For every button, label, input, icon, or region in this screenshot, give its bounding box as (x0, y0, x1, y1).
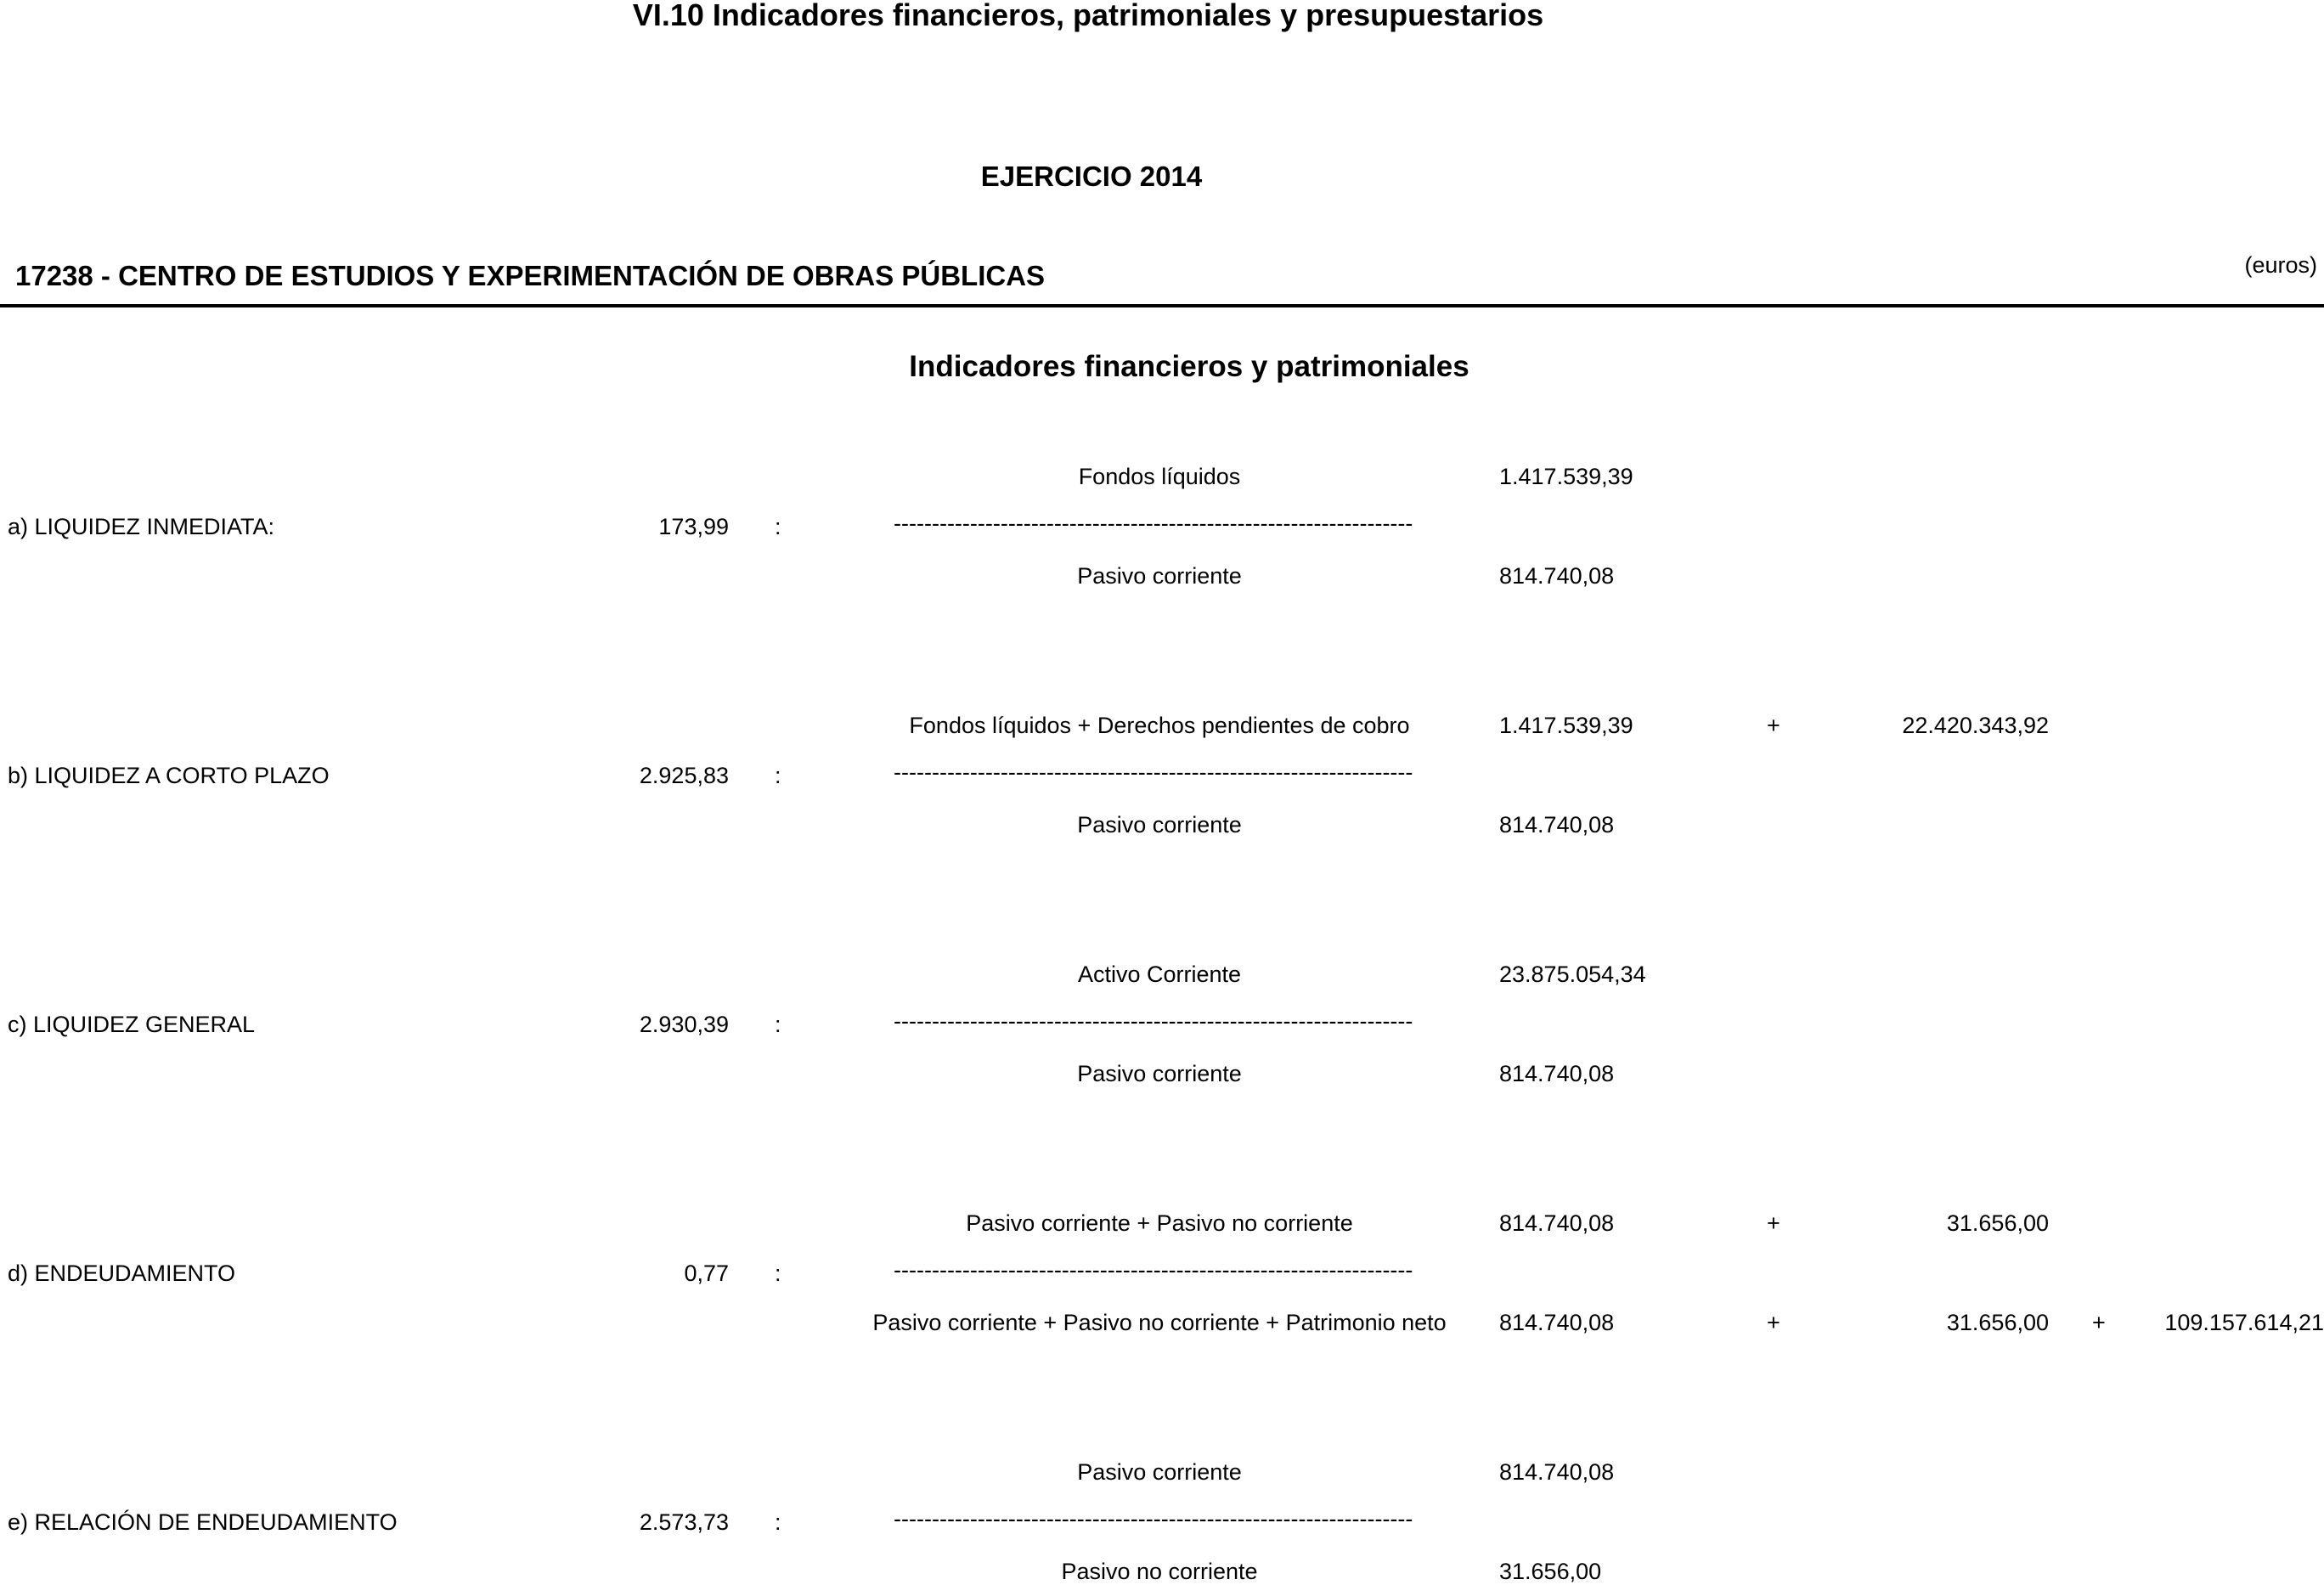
units-label: (euros) (2244, 252, 2317, 278)
section-title: Indicadores financieros y patrimoniales (909, 350, 1469, 383)
numerator-formula: Fondos líquidos (1078, 464, 1241, 489)
separator: : (775, 1012, 781, 1037)
indicator-label: c) LIQUIDEZ GENERAL (8, 1012, 256, 1037)
denominator-term-1: 31.656,00 (1499, 1559, 1602, 1584)
fiscal-year: EJERCICIO 2014 (980, 161, 1203, 192)
separator: : (775, 1261, 781, 1286)
header-rule (0, 304, 2324, 307)
numerator-term-2: 22.420.343,92 (1902, 713, 2049, 738)
indicator-liquidez-inmediata (0, 464, 2324, 589)
fraction-divider: -------------------------------------------------------------------- (894, 1506, 1413, 1531)
denominator-term-1: 814.740,08 (1499, 1061, 1615, 1086)
indicator-value: 0,77 (684, 1261, 729, 1286)
page-title: VI.10 Indicadores financieros, patrimoniales y presupuestarios (632, 0, 1544, 32)
numerator-term-1: 1.417.539,39 (1499, 713, 1633, 738)
separator: : (775, 1509, 781, 1535)
indicator-endeudamiento (0, 1210, 2324, 1335)
denominator-term-2: 31.656,00 (1946, 1310, 2049, 1335)
numerator-term-1: 23.875.054,34 (1499, 962, 1646, 987)
fraction-divider: -------------------------------------------------------------------- (894, 1257, 1413, 1283)
numerator-formula: Pasivo corriente + Pasivo no corriente (966, 1210, 1353, 1236)
entity-name: 17238 - CENTRO DE ESTUDIOS Y EXPERIMENTACIÓN DE OBRAS PÚBLICAS (15, 260, 1046, 291)
indicator-value: 2.930,39 (639, 1012, 729, 1037)
indicator-value: 2.573,73 (639, 1509, 729, 1535)
fraction-divider: -------------------------------------------------------------------- (894, 1008, 1413, 1034)
indicator-value: 2.925,83 (639, 763, 729, 788)
separator: : (775, 514, 781, 539)
plus-sign: + (1767, 1310, 1780, 1335)
indicator-label: e) RELACIÓN DE ENDEUDAMIENTO (8, 1509, 398, 1535)
denominator-term-1: 814.740,08 (1499, 1310, 1615, 1335)
denominator-formula: Pasivo corriente (1077, 1061, 1242, 1086)
plus-sign: + (1767, 1210, 1780, 1236)
indicator-value: 173,99 (658, 514, 729, 539)
denominator-term-1: 814.740,08 (1499, 812, 1615, 838)
plus-sign: + (1767, 713, 1780, 738)
indicator-liquidez-general (0, 962, 2324, 1086)
indicator-liquidez-corto-plazo (0, 713, 2324, 838)
denominator-formula: Pasivo corriente + Pasivo no corriente + Patrimonio neto (872, 1310, 1447, 1335)
denominator-term-3: 109.157.614,21 (2164, 1310, 2324, 1335)
numerator-formula: Activo Corriente (1077, 962, 1242, 987)
fraction-divider: -------------------------------------------------------------------- (894, 510, 1413, 536)
numerator-formula: Pasivo corriente (1077, 1459, 1242, 1485)
numerator-term-1: 1.417.539,39 (1499, 464, 1633, 489)
numerator-term-1: 814.740,08 (1499, 1210, 1615, 1236)
indicator-relacion-endeudamiento (0, 1459, 2324, 1584)
denominator-formula: Pasivo corriente (1077, 563, 1242, 589)
denominator-term-1: 814.740,08 (1499, 563, 1615, 589)
numerator-term-2: 31.656,00 (1946, 1210, 2049, 1236)
plus-sign: + (2092, 1310, 2106, 1335)
numerator-formula: Fondos líquidos + Derechos pendientes de cobro (909, 713, 1410, 738)
denominator-formula: Pasivo corriente (1077, 812, 1242, 838)
indicator-label: b) LIQUIDEZ A CORTO PLAZO (8, 763, 330, 788)
indicator-label: a) LIQUIDEZ INMEDIATA: (8, 514, 275, 539)
indicator-label: d) ENDEUDAMIENTO (8, 1261, 236, 1286)
fraction-divider: -------------------------------------------------------------------- (894, 759, 1413, 785)
denominator-formula: Pasivo no corriente (1061, 1559, 1258, 1584)
numerator-term-1: 814.740,08 (1499, 1459, 1615, 1485)
separator: : (775, 763, 781, 788)
